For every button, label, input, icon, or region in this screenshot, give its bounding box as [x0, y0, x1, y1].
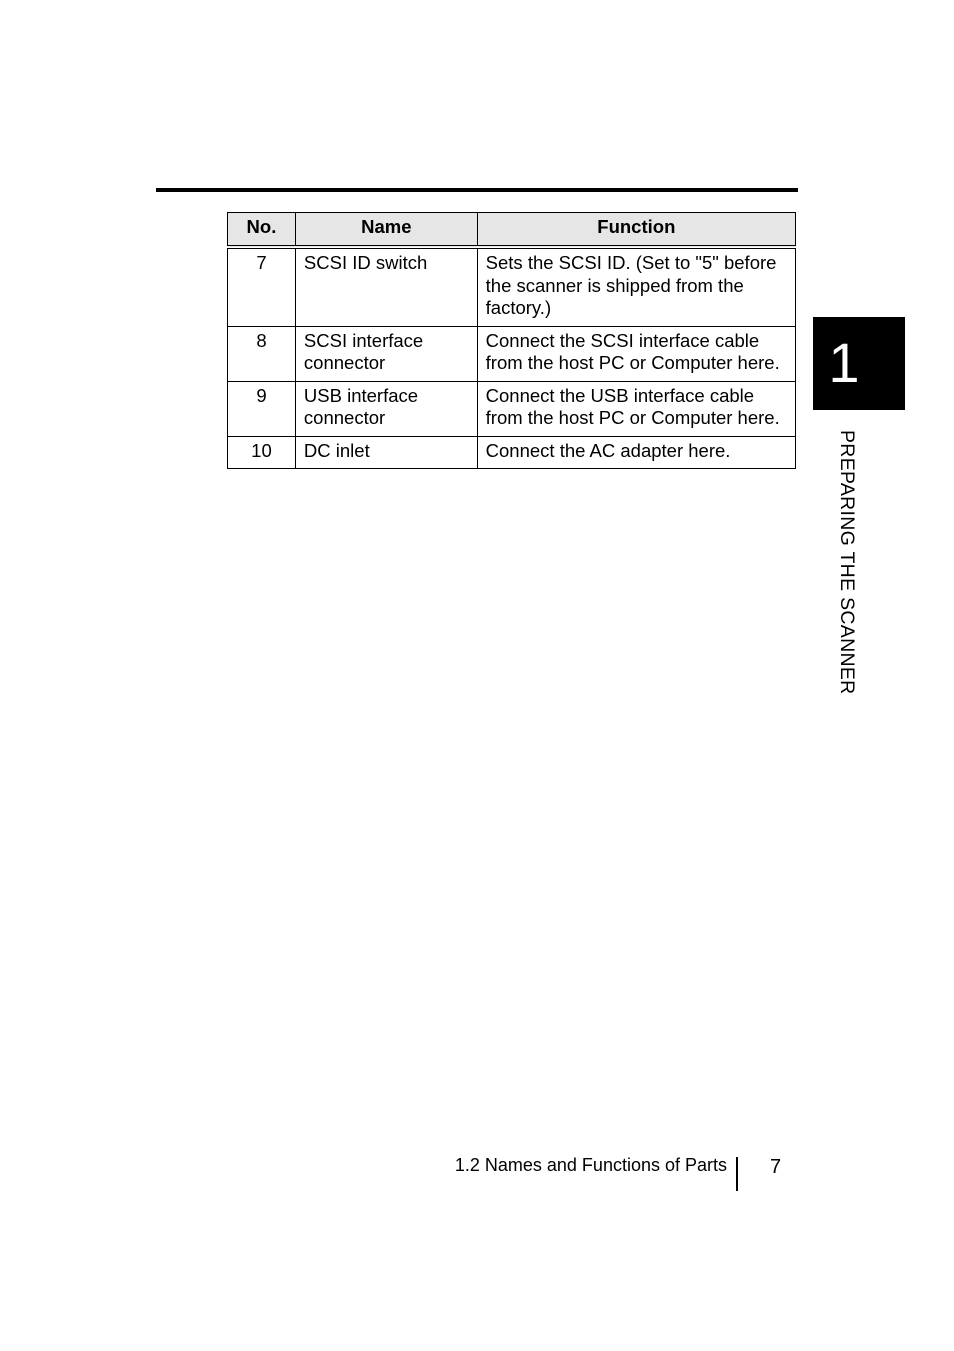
page-number: 7 [770, 1156, 782, 1178]
table-row [228, 436, 796, 469]
row-number: 7 [228, 247, 296, 326]
row-function: Connect the AC adapter here. [477, 436, 795, 469]
row-function: Connect the USB interface cable from the host PC or Computer here. [477, 381, 795, 436]
table-row [228, 247, 796, 326]
chapter-side-title-container [835, 430, 859, 730]
row-number: 8 [228, 326, 296, 381]
chapter-side-title: PREPARING THE SCANNER [836, 430, 858, 695]
row-name: USB interface connector [295, 381, 477, 436]
footer-divider [736, 1157, 738, 1191]
parts-table [227, 212, 796, 469]
footer-section-title: 1.2 Names and Functions of Parts [454, 1155, 727, 1175]
table-row [228, 381, 796, 436]
row-number: 9 [228, 381, 296, 436]
table-header-row [228, 213, 796, 248]
chapter-tab [813, 317, 905, 410]
row-name: SCSI ID switch [295, 247, 477, 326]
column-header-function: Function [477, 213, 795, 248]
row-number: 10 [228, 436, 296, 469]
row-function: Connect the SCSI interface cable from the host PC or Computer here. [477, 326, 795, 381]
table-row [228, 326, 796, 381]
chapter-number: 1 [828, 331, 860, 394]
column-header-name: Name [295, 213, 477, 248]
header-rule [156, 188, 798, 192]
row-function: Sets the SCSI ID. (Set to "5" before the scanner is shipped from the factory.) [477, 247, 795, 326]
row-name: DC inlet [295, 436, 477, 469]
row-name: SCSI interface connector [295, 326, 477, 381]
column-header-no: No. [228, 213, 296, 248]
